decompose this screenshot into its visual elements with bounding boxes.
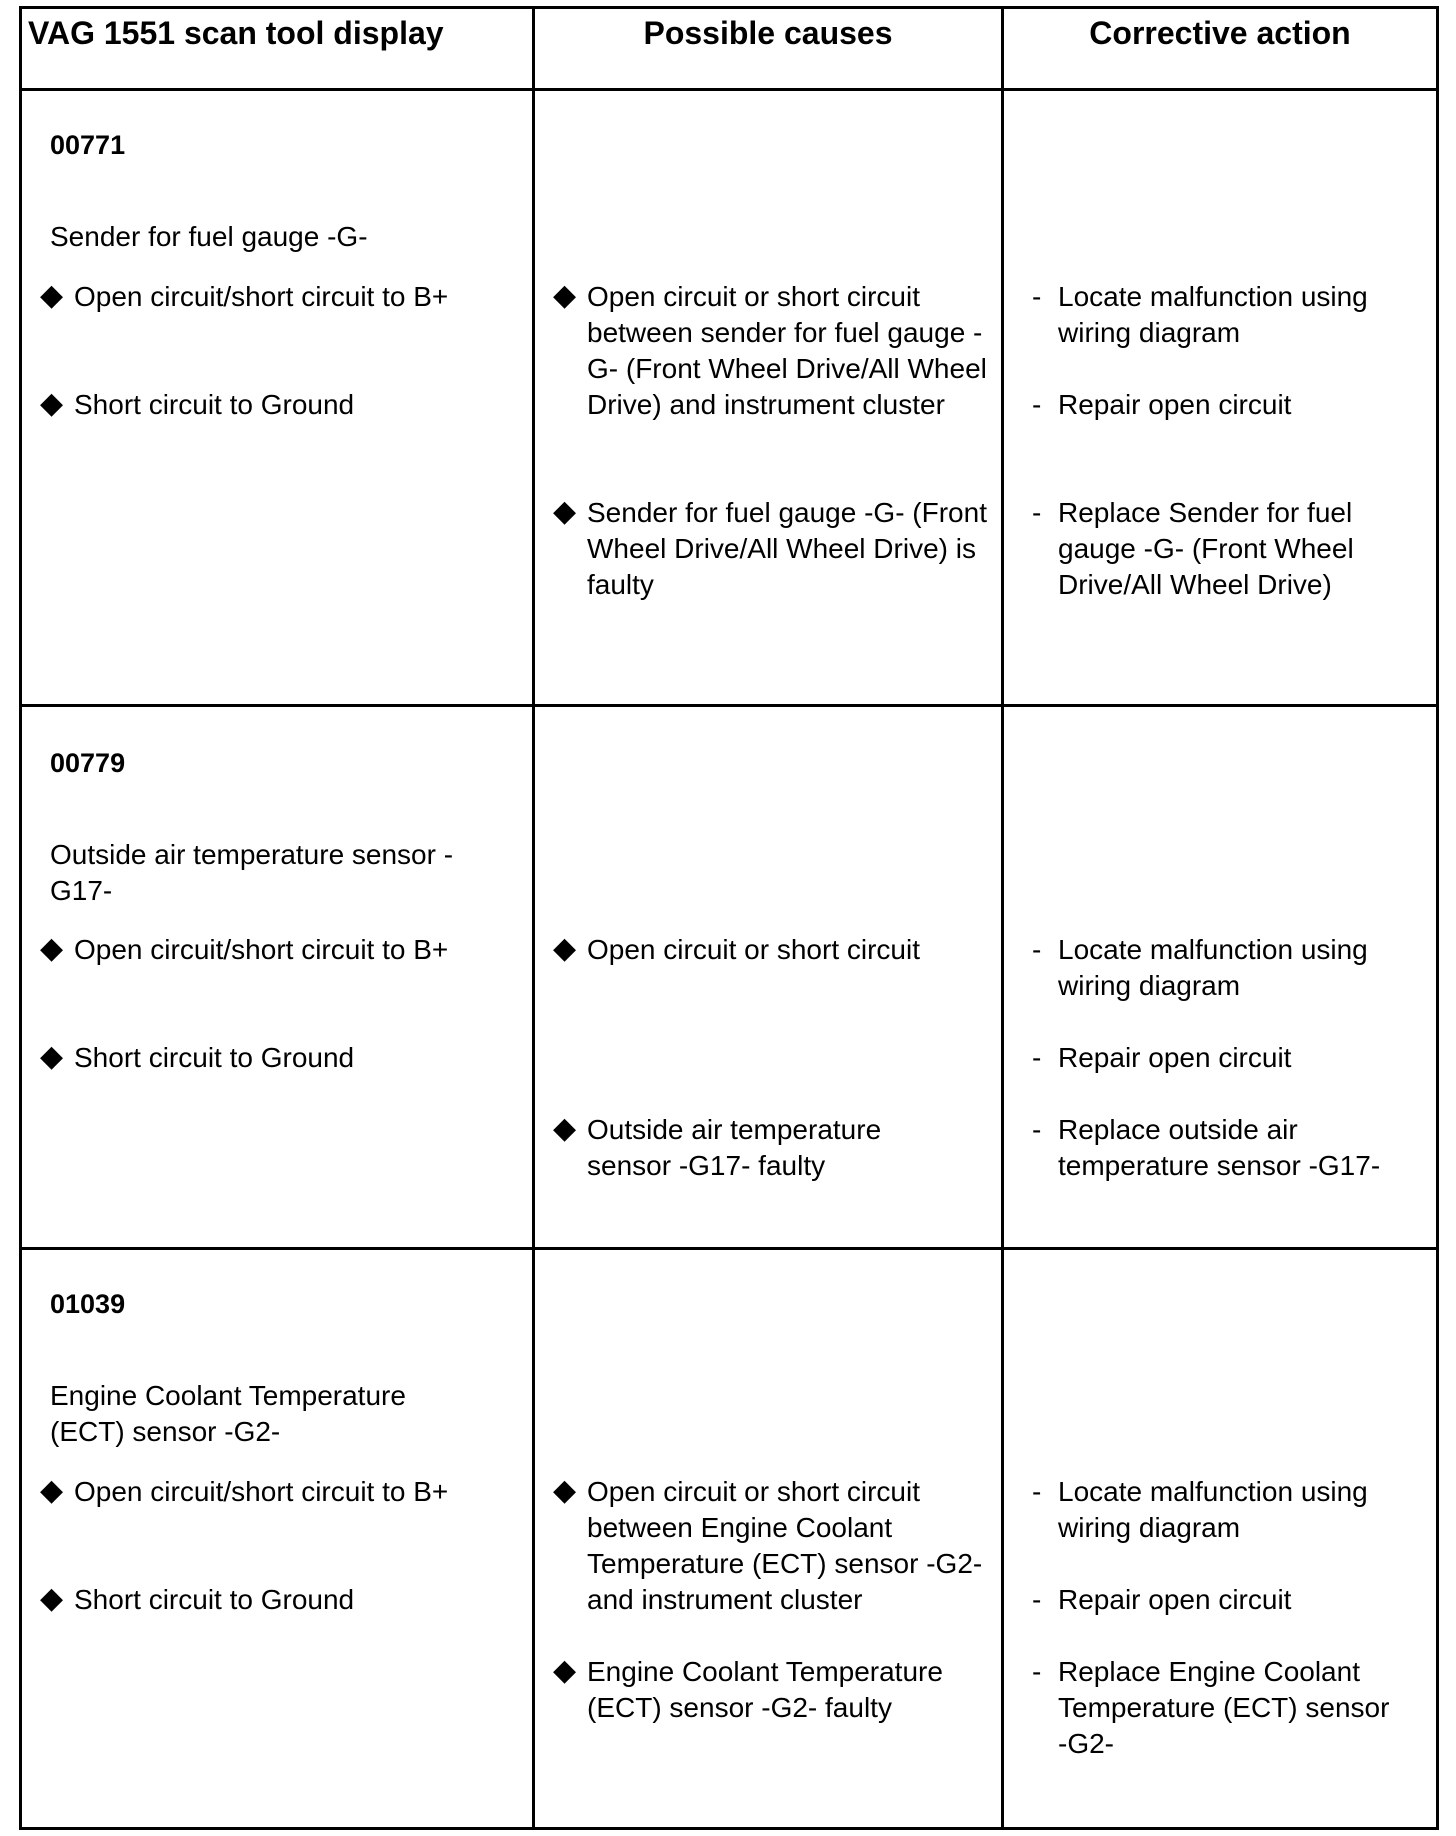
diamond-bullet-icon: ◆ <box>40 1582 64 1616</box>
table-row <box>21 1249 1438 1829</box>
header-corrective-action: Corrective action <box>1003 8 1438 90</box>
cause-item: ◆ Engine Coolant Temperature (ECT) sensor -G2- faulty <box>553 1654 943 1724</box>
table-row <box>21 90 1438 706</box>
fault-code: 00771 <box>50 130 126 161</box>
action-item: - Replace Sender for fuel gauge -G- (Front Wheel Drive/All Wheel Drive) <box>1032 497 1354 601</box>
causes-cell <box>534 706 1003 1249</box>
diamond-bullet-icon: ◆ <box>553 495 577 529</box>
diamond-bullet-icon: ◆ <box>40 387 64 421</box>
cause-item: ◆ Open circuit or short circuit between sender for fuel gauge -G- (Front Wheel Drive/All Wheel Drive) and instrument cluster <box>553 279 987 421</box>
cause-item: ◆ Outside air temperature sensor -G17- faulty <box>553 1112 882 1182</box>
action-item: - Locate malfunction using wiring diagram <box>1032 281 1368 349</box>
diagnostic-trouble-code-table <box>19 6 1439 1830</box>
diamond-bullet-icon: ◆ <box>553 1654 577 1688</box>
fault-type-item: ◆ Open circuit/short circuit to B+ <box>40 1474 449 1508</box>
component-name: Sender for fuel gauge -G- <box>50 221 368 253</box>
action-item: - Locate malfunction using wiring diagram <box>1032 934 1368 1002</box>
action-item: - Repair open circuit <box>1032 1042 1292 1074</box>
diamond-bullet-icon: ◆ <box>40 1474 64 1508</box>
table-row <box>21 706 1438 1249</box>
fault-type-item: ◆ Short circuit to Ground <box>40 1040 355 1074</box>
component-name: Engine Coolant Temperature (ECT) sensor -G2- <box>50 1380 406 1448</box>
diamond-bullet-icon: ◆ <box>553 1112 577 1146</box>
diamond-bullet-icon: ◆ <box>40 1040 64 1074</box>
diamond-bullet-icon: ◆ <box>553 1474 577 1508</box>
action-item: - Replace outside air temperature sensor -G17- <box>1032 1114 1381 1182</box>
fault-type-item: ◆ Open circuit/short circuit to B+ <box>40 932 449 966</box>
actions-cell <box>1003 90 1438 706</box>
diamond-bullet-icon: ◆ <box>553 932 577 966</box>
component-name: Outside air temperature sensor -G17- <box>50 839 454 907</box>
action-item: - Replace Engine Coolant Temperature (ECT) sensor -G2- <box>1032 1656 1390 1760</box>
cause-item: ◆ Open circuit or short circuit <box>553 932 920 966</box>
display-cell <box>21 706 534 1249</box>
fault-type-item: ◆ Short circuit to Ground <box>40 387 355 421</box>
fault-type-item: ◆ Short circuit to Ground <box>40 1582 355 1616</box>
cause-item: ◆ Open circuit or short circuit between Engine Coolant Temperature (ECT) sensor -G2- and instrument cluster <box>553 1474 983 1616</box>
header-scan-tool-display: VAG 1551 scan tool display <box>21 8 534 90</box>
causes-cell <box>534 1249 1003 1829</box>
actions-cell <box>1003 1249 1438 1829</box>
action-item: - Repair open circuit <box>1032 1584 1292 1616</box>
causes-cell <box>534 90 1003 706</box>
display-cell <box>21 1249 534 1829</box>
diamond-bullet-icon: ◆ <box>40 932 64 966</box>
table-header-row <box>21 8 1438 90</box>
fault-code: 00779 <box>50 748 126 779</box>
action-item: - Repair open circuit <box>1032 389 1292 421</box>
fault-type-item: ◆ Open circuit/short circuit to B+ <box>40 279 449 313</box>
actions-cell <box>1003 706 1438 1249</box>
action-item: - Locate malfunction using wiring diagram <box>1032 1476 1368 1544</box>
cause-item: ◆ Sender for fuel gauge -G- (Front Wheel Drive/All Wheel Drive) is faulty <box>553 495 987 601</box>
diamond-bullet-icon: ◆ <box>40 279 64 313</box>
display-cell <box>21 90 534 706</box>
diamond-bullet-icon: ◆ <box>553 279 577 313</box>
fault-code: 01039 <box>50 1289 126 1320</box>
header-possible-causes: Possible causes <box>534 8 1003 90</box>
